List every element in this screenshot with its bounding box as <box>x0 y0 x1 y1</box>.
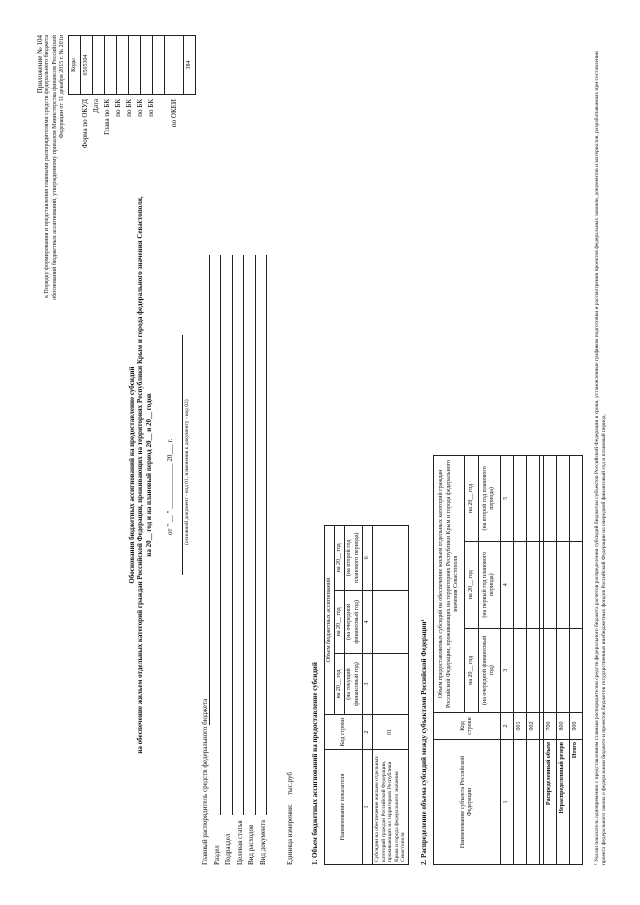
s1-header-year-plan-sub: (на второй год планового периода) <box>345 526 362 591</box>
codes-okud-value: 0505304 <box>81 36 93 95</box>
s2-row-label: Итого <box>569 740 582 865</box>
s2-cell <box>556 456 569 542</box>
s2-cell <box>513 541 526 628</box>
document-title <box>128 195 153 755</box>
codes-labels <box>80 99 180 175</box>
document-basis-caption: (основной документ - код 01, изменения к документу - код 02) <box>184 399 190 545</box>
s1-header-year-next: на 20__ год <box>335 590 345 653</box>
s2-header-volume: Объем предоставляемых субсидий на обеспечение жильем отдельных категорий граждан Российской Федерации, проживающих на территориях Республики Крым и города федерального значения Севастополя <box>434 456 465 713</box>
s2-header-year-next: на 20__ год <box>465 541 478 628</box>
s2-row-label <box>513 740 526 865</box>
s2-cell <box>513 628 526 712</box>
s1-cell <box>372 654 408 715</box>
codes-cell <box>165 36 184 95</box>
section-1-title: 1. Объем бюджетных ассигнований на предоставление субсидий <box>311 662 319 865</box>
s1-col-number: 2 <box>362 715 372 750</box>
s1-header-volume: Объем бюджетных ассигнований <box>325 526 335 715</box>
field-label: Главный распорядитель средств федерального бюджета <box>201 698 209 865</box>
codes-cell <box>129 36 141 95</box>
s2-cell <box>543 628 556 712</box>
s1-cell <box>372 590 408 653</box>
s2-cell <box>569 541 582 628</box>
s2-header-subject: Наименование субъекта Российской Федерации <box>434 740 501 865</box>
s2-row <box>526 456 539 865</box>
s1-header-year-current: на 20__ год <box>335 654 345 715</box>
s2-col-number: 2 <box>500 713 513 740</box>
s2-cell <box>526 628 539 712</box>
section-2-table <box>433 455 583 865</box>
field-label: Вид документа <box>258 819 267 865</box>
appendix-text: к Порядку формирования и представления главными распорядителями средств федерального бюджета обоснований бюджетных ассигнований, утвержденному приказом Министерства финансов Российской Федерации от 11 декабря 2015 г. № 201н <box>44 35 65 300</box>
section-2-title: 2. Распределение объема субсидий между субъектами Российской Федерации¹ <box>420 619 428 865</box>
s2-col-number: 5 <box>500 456 513 542</box>
s1-header-year-next-sub: (на очередной финансовый год) <box>345 590 362 653</box>
codes-okei-value: 384 <box>184 36 196 95</box>
s2-cell <box>569 628 582 712</box>
s2-row-code: 900 <box>569 713 582 740</box>
codes-cell <box>105 36 117 95</box>
section-1-table <box>324 525 409 865</box>
codes-label: Форма по ОКУД <box>81 99 89 149</box>
s2-row-code: 700 <box>543 713 556 740</box>
s1-col-number: 3 <box>362 654 372 715</box>
s1-row-code: 01 <box>372 715 408 750</box>
footnote: ¹ Указан показатель одновременно с представлением главным распорядителем средств федерального бюджета расчетов распределения субсидий бюджетам субъектов Российской Федерации в сроки, установленные графиком подготовки и рассмотрения проектов федеральных законов, документов и материалов, разрабатываемых при составлении проекта федерального закона о федеральном бюджете и проектов бюджетов государственных внебюджетных фондов Российской Федерации на очередной финансовый год и плановый период. <box>594 51 607 865</box>
s2-row-undistributed <box>556 456 569 865</box>
document-date: от " __ " _____________ 20___ г. <box>166 438 174 535</box>
s2-header-year-current: на 20__ год <box>465 628 478 712</box>
field-label: Подраздел <box>224 833 232 865</box>
s2-col-number: 3 <box>500 628 513 712</box>
s2-cell <box>543 541 556 628</box>
s2-row-label <box>526 740 539 865</box>
unit-label: Единица измерения: <box>286 804 294 865</box>
s1-header-code: Код строки <box>325 715 363 750</box>
title-line-2: на обеспечение жильем отдельных категорий граждан Российской Федерации, проживающих на территориях Республики Крым и города федерального значения Севастополя, <box>136 196 145 754</box>
s2-row-code: 001 <box>513 713 526 740</box>
s2-col-number: 4 <box>500 541 513 628</box>
codes-cell <box>153 36 165 95</box>
s2-header-code: Код строки <box>434 713 501 740</box>
title-line-3: на 20__ год и на плановый период 20__ и 20__ годов <box>144 393 153 557</box>
field-line <box>266 255 267 815</box>
field-line <box>243 255 244 815</box>
s1-col-number: 1 <box>362 750 372 865</box>
s2-cell <box>513 456 526 542</box>
field-line <box>232 255 233 815</box>
unit-value: тыс.руб <box>286 772 294 795</box>
s2-header-year-plan: на 20__ год <box>465 456 478 542</box>
s1-row-label: Субсидии на обеспечение жильем отдельных категорий граждан Российской Федерации, проживающих на территориях Республики Крым и города федерального значения Севастополя <box>372 750 408 865</box>
codes-cell <box>117 36 129 95</box>
field-label: Раздел <box>212 845 221 865</box>
field-label: Целевая статья <box>235 820 244 865</box>
codes-label: Дата <box>92 99 100 113</box>
s2-cell <box>543 456 556 542</box>
s2-header-year-current-sub: (на очередной финансовый год) <box>478 628 500 712</box>
s2-cell <box>556 628 569 712</box>
codes-table <box>68 35 196 95</box>
s2-cell <box>526 456 539 542</box>
codes-label: по БК <box>136 99 144 117</box>
s2-cell <box>526 541 539 628</box>
s2-row-label: Распределенный объем <box>543 740 556 865</box>
codes-label: по ОКЕИ <box>170 99 178 128</box>
s2-row-code: 002 <box>526 713 539 740</box>
codes-label: по БК <box>114 99 122 117</box>
s2-row-distributed <box>543 456 556 865</box>
s1-header-indicator: Наименование показателя <box>325 750 363 865</box>
s2-row <box>513 456 526 865</box>
s2-cell <box>569 456 582 542</box>
codes-label: Глава по БК <box>103 99 111 135</box>
s1-cell <box>372 526 408 591</box>
field-line <box>220 255 221 815</box>
codes-label: по БК <box>147 99 155 117</box>
codes-label: по БК <box>125 99 133 117</box>
field-line <box>209 255 210 725</box>
s2-col-number: 1 <box>500 740 513 865</box>
s1-col-number: 4 <box>362 590 372 653</box>
appendix-number: Приложение № 104 <box>36 35 44 94</box>
info-fields <box>200 699 269 865</box>
codes-header: Коды <box>69 36 81 95</box>
s2-header-year-next-sub: (на первый год планового периода) <box>478 541 500 628</box>
field-line <box>255 255 256 815</box>
s2-row-label: Нераспределенный резерв <box>556 740 569 865</box>
s2-row-code: 800 <box>556 713 569 740</box>
field-label: Вид расходов <box>247 824 255 865</box>
s1-col-number: 6 <box>362 526 372 591</box>
codes-cell <box>93 36 105 95</box>
appendix-block <box>36 35 66 315</box>
s2-row-total <box>569 456 582 865</box>
s1-header-year-plan: на 20__ год <box>335 526 345 591</box>
codes-cell <box>141 36 153 95</box>
document-basis-line <box>182 335 183 575</box>
title-line-1: Обоснования бюджетных ассигнований на предоставление субсидий <box>128 366 136 584</box>
s2-header-year-plan-sub: (на второй год планового периода) <box>478 456 500 542</box>
rotated-document-sheet <box>28 25 628 875</box>
s1-header-year-current-sub: (на текущий финансовый год) <box>345 654 362 715</box>
s2-cell <box>556 541 569 628</box>
